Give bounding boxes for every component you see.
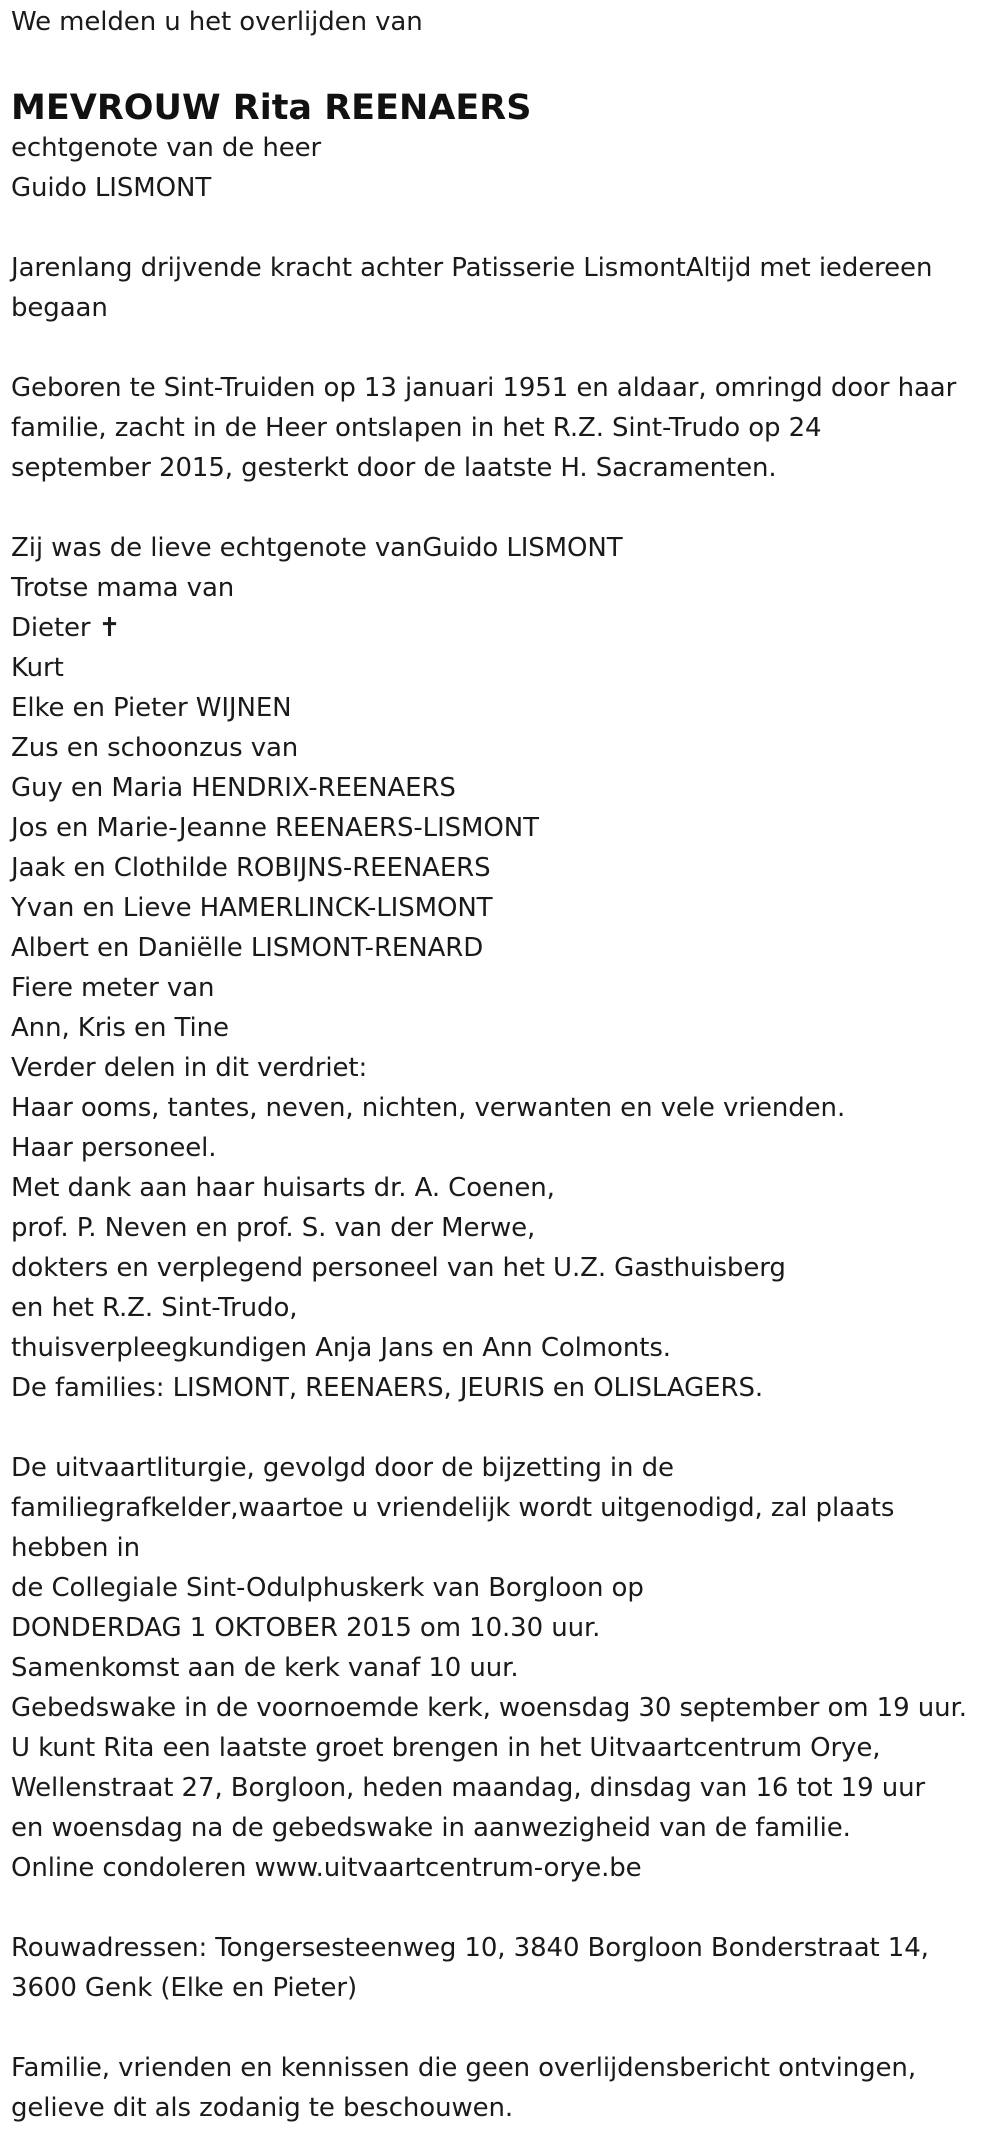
paragraph-gap <box>11 2008 996 2048</box>
family-line: Zij was de lieve echtgenote vanGuido LISMONT <box>11 533 623 563</box>
family-line-with-cross: Dieter ✝ <box>11 613 121 643</box>
birth-death-line: Geboren te Sint-Truiden op 13 januari 1951 en aldaar, omringd door haar <box>11 373 957 403</box>
family-paragraph <box>11 528 996 1408</box>
obituary-document <box>11 2 996 2128</box>
paragraph-gap <box>11 1888 996 1928</box>
family-line: Jaak en Clothilde ROBIJNS-REENAERS <box>11 853 491 883</box>
funeral-line: Samenkomst aan de kerk vanaf 10 uur. <box>11 1653 519 1683</box>
birth-death-line: september 2015, gesterkt door de laatste H. Sacramenten. <box>11 453 777 483</box>
family-line: Haar personeel. <box>11 1133 217 1163</box>
paragraph-gap <box>11 488 996 528</box>
address-line: 3600 Genk (Elke en Pieter) <box>11 1973 358 2003</box>
funeral-line: de Collegiale Sint-Odulphuskerk van Borgloon op <box>11 1573 644 1603</box>
addresses-paragraph <box>11 1928 996 2008</box>
closing-line: Familie, vrienden en kennissen die geen overlijdensbericht ontvingen, <box>11 2053 916 2083</box>
tribute-line: Jarenlang drijvende kracht achter Patisserie LismontAltijd met iedereen <box>11 253 933 283</box>
closing-line: gelieve dit als zodanig te beschouwen. <box>11 2093 514 2123</box>
funeral-line: Wellenstraat 27, Borgloon, heden maandag, dinsdag van 16 tot 19 uur <box>11 1773 926 1803</box>
tribute-line: begaan <box>11 293 108 323</box>
address-line: Rouwadressen: Tongersesteenweg 10, 3840 Borgloon Bonderstraat 14, <box>11 1933 929 1963</box>
family-line: Guy en Maria HENDRIX-REENAERS <box>11 773 456 803</box>
paragraph-gap <box>11 208 996 248</box>
funeral-line: familiegrafkelder,waartoe u vriendelijk wordt uitgenodigd, zal plaats <box>11 1493 895 1523</box>
announcement-line: We melden u het overlijden van <box>11 7 423 37</box>
condolence-website-line: Online condoleren www.uitvaartcentrum-orye.be <box>11 1853 642 1883</box>
spouse-name: Guido LISMONT <box>11 173 212 203</box>
deceased-name: MEVROUW Rita REENAERS <box>11 88 532 128</box>
family-line: en het R.Z. Sint-Trudo, <box>11 1293 298 1323</box>
family-line: Haar ooms, tantes, neven, nichten, verwanten en vele vrienden. <box>11 1093 846 1123</box>
family-line: Ann, Kris en Tine <box>11 1013 229 1043</box>
funeral-line: en woensdag na de gebedswake in aanwezigheid van de familie. <box>11 1813 851 1843</box>
family-line: De families: LISMONT, REENAERS, JEURIS en OLISLAGERS. <box>11 1373 764 1403</box>
family-line: dokters en verplegend personeel van het U.Z. Gasthuisberg <box>11 1253 786 1283</box>
family-line: Jos en Marie-Jeanne REENAERS-LISMONT <box>11 813 539 843</box>
family-line: Met dank aan haar huisarts dr. A. Coenen, <box>11 1173 555 1203</box>
family-line: Kurt <box>11 653 64 683</box>
family-line: Fiere meter van <box>11 973 215 1003</box>
funeral-line: DONDERDAG 1 OKTOBER 2015 om 10.30 uur. <box>11 1613 601 1643</box>
funeral-paragraph <box>11 1448 996 1888</box>
closing-paragraph <box>11 2048 996 2128</box>
family-line: Albert en Daniëlle LISMONT-RENARD <box>11 933 484 963</box>
birth-death-line: familie, zacht in de Heer ontslapen in het R.Z. Sint-Trudo op 24 <box>11 413 822 443</box>
tribute-paragraph <box>11 248 996 328</box>
funeral-line: hebben in <box>11 1533 141 1563</box>
family-line: Elke en Pieter WIJNEN <box>11 693 292 723</box>
family-line: Trotse mama van <box>11 573 235 603</box>
funeral-line: De uitvaartliturgie, gevolgd door de bijzetting in de <box>11 1453 674 1483</box>
family-line: Yvan en Lieve HAMERLINCK-LISMONT <box>11 893 493 923</box>
paragraph-gap <box>11 1408 996 1448</box>
paragraph-gap <box>11 328 996 368</box>
birth-death-paragraph <box>11 368 996 488</box>
family-line: Verder delen in dit verdriet: <box>11 1053 368 1083</box>
spouse-intro: echtgenote van de heer <box>11 133 322 163</box>
funeral-line: U kunt Rita een laatste groet brengen in het Uitvaartcentrum Orye, <box>11 1733 881 1763</box>
family-line: thuisverpleegkundigen Anja Jans en Ann Colmonts. <box>11 1333 671 1363</box>
funeral-line: Gebedswake in de voornoemde kerk, woensdag 30 september om 19 uur. <box>11 1693 967 1723</box>
family-line: Zus en schoonzus van <box>11 733 299 763</box>
family-line: prof. P. Neven en prof. S. van der Merwe, <box>11 1213 536 1243</box>
